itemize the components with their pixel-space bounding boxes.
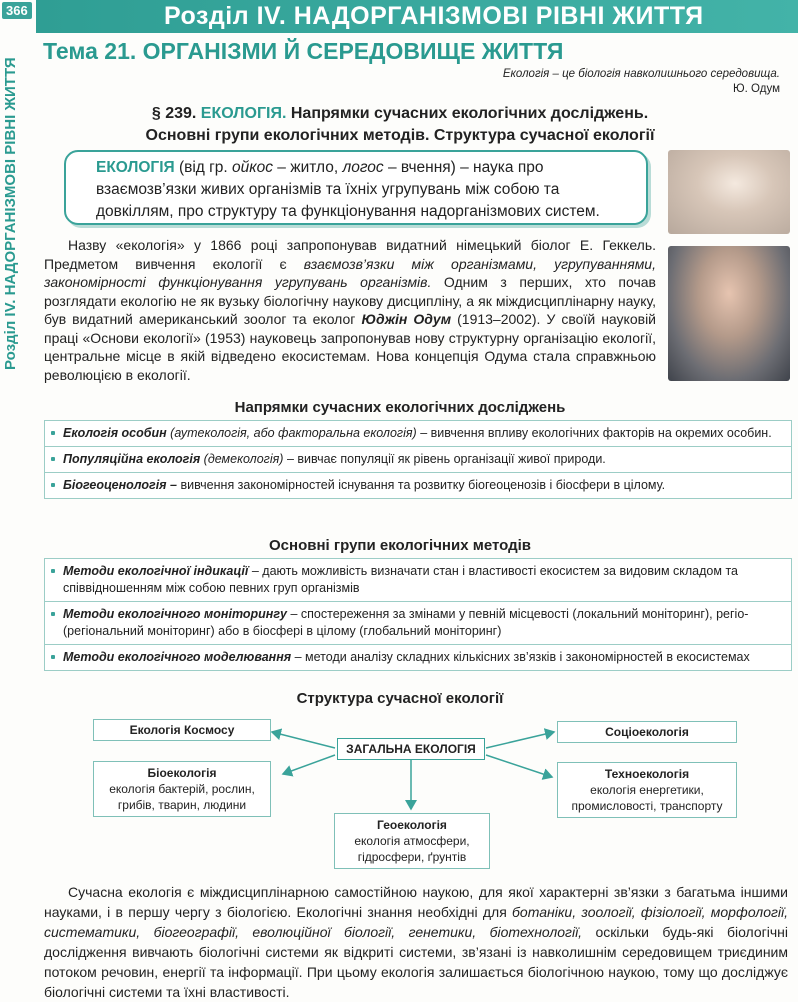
intro-text-1: Назву «екологія» у 1866 році запропонував видатний німецький біолог Е. Геккель. Предметом вивчення екології є	[44, 237, 656, 272]
table-row	[45, 447, 791, 473]
definition-text-1: (від гр.	[178, 159, 228, 176]
section-title: Розділ IV. НАДОРГАНІЗМОВІ РІВНІ ЖИТТЯ	[164, 2, 704, 30]
intro-paragraph	[44, 236, 656, 384]
table-row	[45, 602, 791, 645]
table-row	[45, 473, 791, 498]
bioecology-desc: екологія бактерій, рослин, грибів, тварин, людини	[109, 782, 255, 812]
side-section-label-text: Розділ IV. НАДОРГАНІЗМОВІ РІВНІ ЖИТТЯ	[2, 57, 19, 370]
direction-desc: вивчення закономірностей існування та розвитку біогеоценозів і біосфери в цілому.	[180, 478, 666, 492]
intro-text-2: Одним з перших, хто почав розглядати екологію не як вузьку біологічну наукову дисципліну, а як міждисциплінарну науку, був видатний американський зоолог та еколог	[44, 274, 656, 327]
arrow-to-socio	[486, 732, 554, 748]
direction-sub: (аутекологія, або факторальна екологія)	[170, 426, 417, 440]
direction-desc: – вивчення впливу екологічних факторів на окремих особин.	[420, 426, 772, 440]
geoecology-node	[334, 813, 490, 869]
bioecology-node	[93, 761, 271, 817]
final-italic: ботаніки, зоології, фізіології, морфології, систематики, біогеографії, еволюційної біології, генетики, біотехнології,	[44, 904, 788, 940]
direction-term: Біогеоценологія –	[63, 478, 177, 492]
direction-sub: (демекологія)	[203, 452, 284, 466]
direction-desc: – вивчає популяції як рівень організації живої природи.	[286, 452, 606, 466]
definition-word-2: логос	[342, 159, 384, 176]
intro-text-3: (1913–2002). У своїй науковій праці «Основи екології» (1953) науковець запропонував нову структурну організацію екології, центральне місце в якій відведено екосистемам. Нова концепція Одума стала справжньою революцією в екології.	[44, 311, 656, 383]
intro-italic: взаємозв’язки між організмами, угрупуваннями, закономірності функціонування угрупувань організмів.	[44, 255, 656, 290]
technoecology-title: Техноекологія	[604, 767, 690, 781]
paragraph-title-line2: Основні групи екологічних методів. Структура сучасної екології	[145, 127, 655, 144]
arrow-to-bio	[283, 755, 335, 774]
geoecology-desc: екологія атмосфери, гідросфери, ґрунтів	[354, 834, 470, 864]
definition-box	[64, 150, 648, 225]
method-desc: – спостереження за змінами у певній місцевості (локальний моніторинг), регіо- (регіональний моніторинг) або в біосфері в цілому (глобальний моніторинг)	[63, 607, 749, 638]
epigraph	[420, 67, 780, 97]
directions-table	[44, 420, 792, 499]
side-section-label	[0, 20, 30, 370]
methods-heading: Основні групи екологічних методів	[269, 537, 531, 554]
socioecology-label: Соціоекологія	[605, 725, 689, 739]
arrow-to-techno	[486, 755, 552, 777]
page-number: 366	[2, 2, 32, 19]
final-paragraph	[44, 882, 788, 1002]
table-row	[45, 645, 791, 670]
definition-text-2: – житло,	[277, 159, 339, 176]
paragraph-title: Напрямки сучасних екологічних досліджень.	[290, 105, 649, 122]
structure-heading: Структура сучасної екології	[296, 690, 504, 707]
direction-term: Екологія особин	[63, 426, 167, 440]
methods-table	[44, 558, 792, 671]
center-node	[337, 738, 485, 760]
epigraph-quote: Екологія – це біологія навколишнього середовища.	[502, 68, 780, 80]
final-text-1: Сучасна екологія є міждисциплінарною самостійною наукою, для якої характерні зв’язки з багатьма іншими науками, і в першу чергу з біологією. Екологічні знання необхідні для	[44, 884, 788, 920]
table-row	[45, 559, 791, 602]
section-title-bar	[36, 0, 798, 33]
method-desc: – дають можливість визначати стан і властивості екосистем за видовим складом та співвідношенням між собою певних груп організмів	[63, 564, 738, 595]
epigraph-author: Ю. Одум	[733, 83, 780, 95]
paragraph-number: § 239.	[151, 105, 197, 122]
space-ecology-node	[93, 719, 271, 741]
technoecology-node	[557, 762, 737, 818]
odum-portrait-photo	[668, 246, 790, 381]
bioecology-title: Біоекологія	[147, 766, 217, 780]
topic-title: Тема 21. ОРГАНІЗМИ Й СЕРЕДОВИЩЕ ЖИТТЯ	[43, 38, 564, 64]
definition-term: ЕКОЛОГІЯ	[96, 159, 175, 176]
method-desc: – методи аналізу складних кількісних зв’язків і закономірностей в екосистемах	[294, 650, 750, 664]
structure-diagram	[0, 705, 798, 875]
geoecology-title: Геоекологія	[377, 818, 447, 832]
technoecology-desc: екологія енергетики, промисловості, транспорту	[571, 783, 723, 813]
arrow-to-space	[272, 732, 335, 748]
definition-word-1: ойкос	[232, 159, 273, 176]
socioecology-node	[557, 721, 737, 743]
directions-heading: Напрямки сучасних екологічних досліджень	[234, 399, 566, 416]
final-text-2: оскільки будь-які біологічні дослідження вивчають біологічні системи як відкриті системи, зв’язані із навколишнім середовищем триєдиним потоком речовин, енергії та інформації. При цьому екологія залишається біологічною наукою, тому що досліджує біологічні системи та їхні властивості.	[44, 924, 789, 1000]
definition-text-3: – вчення) – наука про взаємозв’язки живих організмів та їхніх угрупувань між собою та довкіллям, про структуру та функціонування надорганізмових систем.	[96, 159, 600, 220]
method-term: Методи екологічного моделювання	[63, 650, 292, 664]
center-node-label: ЗАГАЛЬНА ЕКОЛОГІЯ	[346, 742, 476, 756]
paragraph-highlight: ЕКОЛОГІЯ.	[200, 105, 287, 122]
method-term: Методи екологічного моніторингу	[63, 607, 287, 621]
method-term: Методи екологічної індикації	[63, 564, 249, 578]
space-ecology-label: Екологія Космосу	[129, 723, 235, 737]
paragraph-heading	[40, 103, 760, 147]
hands-globe-photo	[668, 150, 790, 234]
intro-name: Юджін Одум	[361, 311, 452, 327]
direction-term: Популяційна екологія	[63, 452, 201, 466]
table-row	[45, 421, 791, 447]
